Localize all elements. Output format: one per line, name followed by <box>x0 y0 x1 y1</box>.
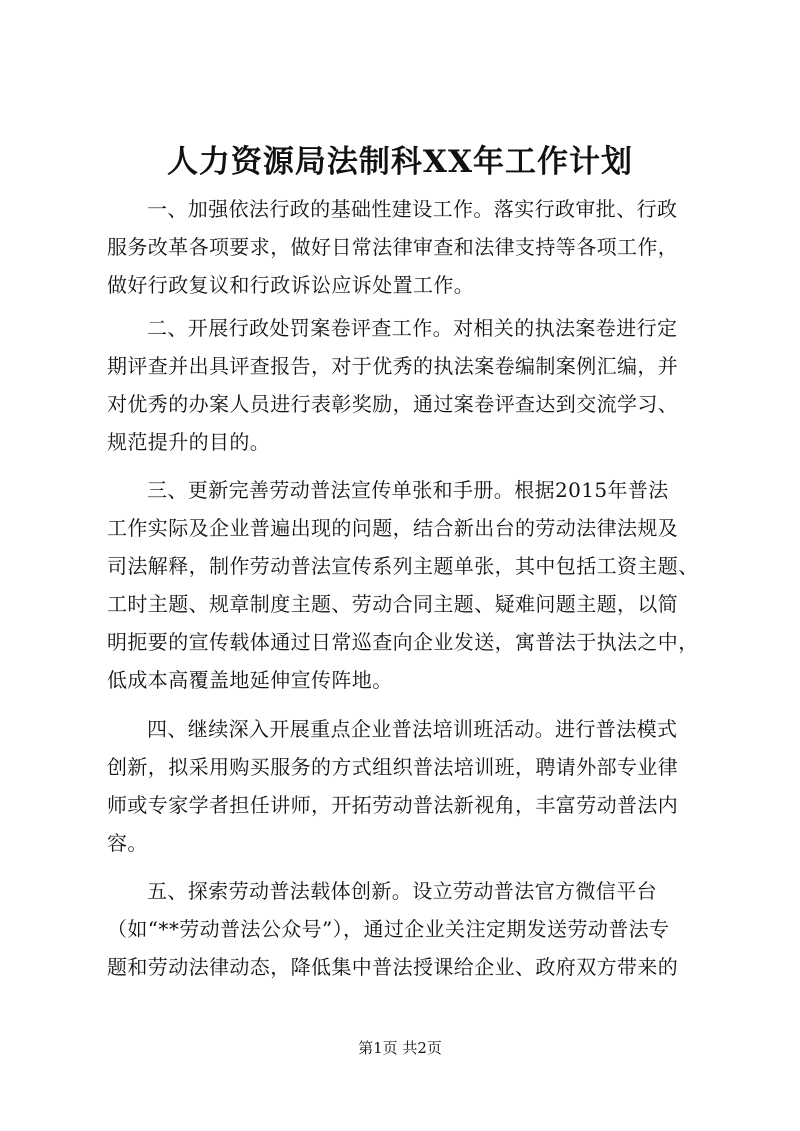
body-line: 工时主题、规章制度主题、劳动合同主题、疑难问题主题，以简 <box>107 592 679 616</box>
body-line: 规范提升的目的。 <box>107 430 271 454</box>
body-line: 容。 <box>107 831 148 855</box>
body-line: 做好行政复议和行政诉讼应诉处置工作。 <box>107 273 475 297</box>
document-title: 人力资源局法制科XX年工作计划 <box>166 144 634 180</box>
body-line: 二、开展行政处罚案卷评查工作。对相关的执法案卷进行定 <box>147 316 678 340</box>
body-line: （如“**劳动普法公众号”），通过企业关注定期发送劳动普法专 <box>107 917 670 941</box>
body-line: 五、探索劳动普法载体创新。设立劳动普法官方微信平台 <box>147 879 657 903</box>
body-line: 题和劳动法律动态，降低集中普法授课给企业、政府双方带来的 <box>107 955 679 979</box>
body-line: 三、更新完善劳动普法宣传单张和手册。根据2015年普法 <box>147 478 669 502</box>
body-line: 对优秀的办案人员进行表彰奖励，通过案卷评查达到交流学习、 <box>107 392 679 416</box>
body-line: 服务改革各项要求，做好日常法律审查和法律支持等各项工作， <box>107 235 679 259</box>
body-line: 司法解释，制作劳动普法宣传系列主题单张，其中包括工资主题、 <box>107 554 699 578</box>
body-line: 低成本高覆盖地延伸宣传阵地。 <box>107 668 393 692</box>
body-line: 期评查并出具评查报告，对于优秀的执法案卷编制案例汇编，并 <box>107 354 679 378</box>
page-number-footer: 第1页 共2页 <box>358 1039 442 1057</box>
body-line: 一、加强依法行政的基础性建设工作。落实行政审批、行政 <box>147 197 678 221</box>
body-line: 创新，拟采用购买服务的方式组织普法培训班，聘请外部专业律 <box>107 755 679 779</box>
body-line: 工作实际及企业普遍出现的问题，结合新出台的劳动法律法规及 <box>107 516 679 540</box>
body-line: 明扼要的宣传载体通过日常巡查向企业发送，寓普法于执法之中， <box>107 630 699 654</box>
body-line: 四、继续深入开展重点企业普法培训班活动。进行普法模式 <box>147 717 678 741</box>
body-line: 师或专家学者担任讲师，开拓劳动普法新视角，丰富劳动普法内 <box>107 793 679 817</box>
